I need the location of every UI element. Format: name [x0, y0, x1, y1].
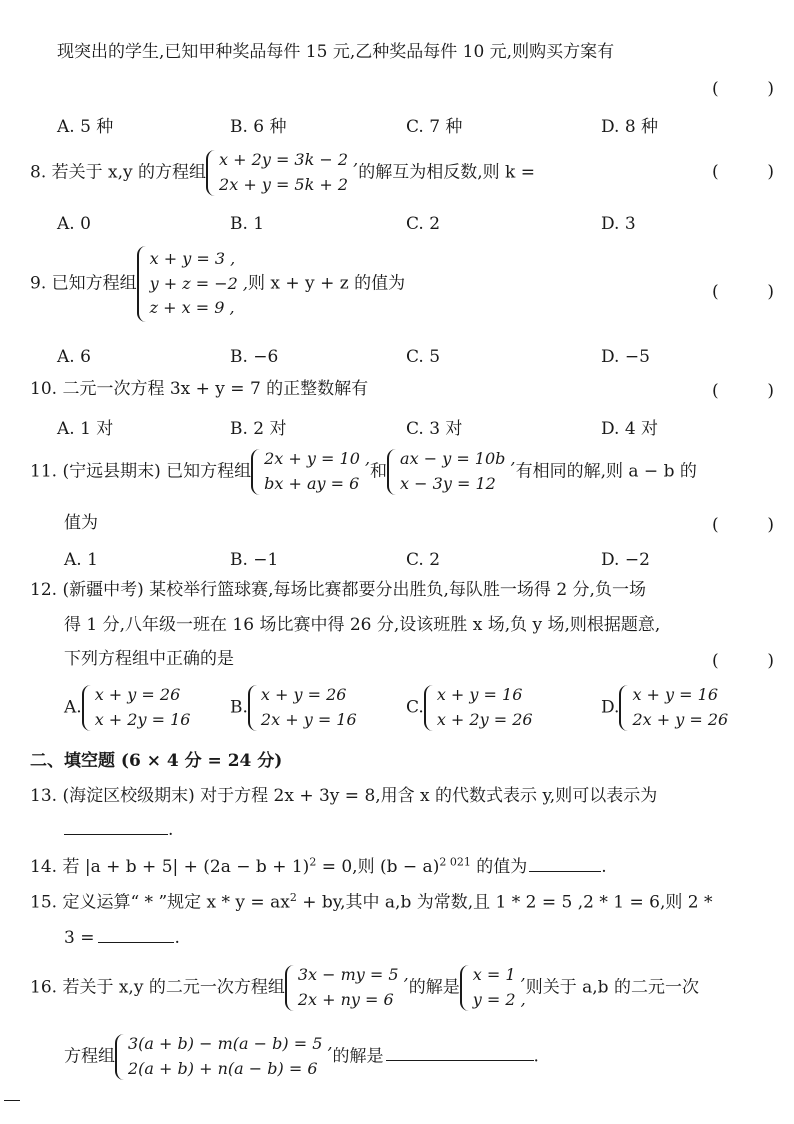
q11-answer-paren: ( )	[712, 515, 774, 535]
q9-option-b: B. −6	[230, 347, 279, 367]
q14-stem: 14. 若 $|a + b + 5| + (2a - b + 1)^2 = 0$,则 $(b - a)^{2 021}$ 的值为 .	[30, 855, 607, 877]
q11-option-c: C. 2	[406, 550, 441, 570]
q16-equation-system-1: 3x − my = 5 , 2x + ny = 6	[285, 963, 409, 1013]
q8-option-c: C. 2	[406, 214, 441, 234]
q8-stem: 8. 若关于 x,y 的方程组 x + 2y = 3k − 2 , 2x + y = 5k + 2 的解互为相反数,则 k =	[30, 148, 535, 198]
q15-answer-blank	[98, 926, 174, 943]
q15-line-1: 15. 定义运算“ * ”规定 $x * y = ax^2$ + by,其中 a,b 为常数,且 1 * 2 = 5 ,2 * 1 = 6,则 2 *	[30, 891, 713, 913]
q7-answer-paren: ( )	[712, 79, 774, 99]
q11-option-d: D. −2	[601, 550, 650, 570]
q11-option-a: A. 1	[64, 550, 98, 570]
q12-line-1: 12. (新疆中考) 某校举行篮球赛,每场比赛都要分出胜负,每队胜一场得 2 分,负一场	[30, 580, 646, 600]
q9-option-c: C. 5	[406, 347, 441, 367]
q12-option-d: D. x + y = 16 2x + y = 26	[601, 685, 729, 729]
q9-answer-paren: ( )	[712, 282, 774, 302]
q11-equation-system-1: 2x + y = 10 , bx + ay = 6	[251, 447, 370, 497]
q7-option-c: C. 7 种	[406, 117, 463, 137]
q16-equation-system-3: 3(a + b) − m(a − b) = 5 , 2(a + b) + n(a − b) = 6	[115, 1032, 333, 1082]
q9-option-d: D. −5	[601, 347, 650, 367]
q11-text-cont: 值为	[64, 513, 98, 533]
q12-line-3: 下列方程组中正确的是	[64, 649, 234, 669]
q10-option-c: C. 3 对	[406, 419, 463, 439]
q7-text: 现突出的学生,已知甲种奖品每件 15 元,乙种奖品每件 10 元,则购买方案有	[57, 42, 615, 62]
q14-answer-blank	[529, 855, 601, 872]
q9-option-a: A. 6	[57, 347, 91, 367]
q11-equation-system-2: ax − y = 10b , x − 3y = 12	[387, 447, 516, 497]
q9-equation-system: x + y = 3 , y + z = −2 , z + x = 9 ,	[137, 246, 248, 322]
q10-option-d: D. 4 对	[601, 419, 659, 439]
q10-option-b: B. 2 对	[230, 419, 287, 439]
section-2-heading: 二、填空题 (6 × 4 分 = 24 分)	[30, 751, 283, 771]
q12-line-2: 得 1 分,八年级一班在 16 场比赛中得 26 分,设该班胜 x 场,负 y 场,则根据题意,	[64, 615, 661, 635]
q12-answer-paren: ( )	[712, 651, 774, 671]
q12-option-c: C. x + y = 16 x + 2y = 26	[406, 685, 533, 729]
q16-answer-blank	[386, 1044, 534, 1061]
q8-equation-system: x + 2y = 3k − 2 , 2x + y = 5k + 2	[206, 148, 358, 198]
q8-option-b: B. 1	[230, 214, 265, 234]
q7-option-d: D. 8 种	[601, 117, 659, 137]
q12-option-b: B. x + y = 26 2x + y = 16	[230, 685, 357, 729]
q10-answer-paren: ( )	[712, 381, 774, 401]
q13-line-1: 13. (海淀区校级期末) 对于方程 2x + 3y = 8,用含 x 的代数式表示 y,则可以表示为	[30, 786, 658, 806]
q7-option-a: A. 5 种	[57, 117, 114, 137]
footer-rule	[4, 1100, 20, 1101]
q10-stem: 10. 二元一次方程 3x + y = 7 的正整数解有	[30, 379, 369, 399]
q16-solution-system: x = 1 , y = 2 ,	[460, 963, 526, 1013]
q8-option-a: A. 0	[57, 214, 91, 234]
q8-option-d: D. 3	[601, 214, 636, 234]
q12-option-a: A. x + y = 26 x + 2y = 16	[64, 685, 191, 729]
q13-answer-blank: .	[64, 818, 173, 839]
q16-line-2: 方程组 3(a + b) − m(a − b) = 5 , 2(a + b) + n(a − b) = 6 的解是 .	[64, 1032, 539, 1082]
q8-answer-paren: ( )	[712, 162, 774, 182]
q15-line-2: 3 = .	[64, 928, 180, 948]
q11-stem: 11. (宁远县期末) 已知方程组 2x + y = 10 , bx + ay = 6 和 ax − y = 10b , x − 3y = 12 有相同的解,则 a − b 的	[30, 447, 697, 497]
q7-option-b: B. 6 种	[230, 117, 287, 137]
q10-option-a: A. 1 对	[57, 419, 114, 439]
q9-stem: 9. 已知方程组 x + y = 3 , y + z = −2 , z + x = 9 , 则 x + y + z 的值为	[30, 246, 405, 322]
q11-option-b: B. −1	[230, 550, 279, 570]
q16-line-1: 16. 若关于 x,y 的二元一次方程组 3x − my = 5 , 2x + ny = 6 的解是 x = 1 , y = 2 , 则关于 a,b 的二元一次	[30, 963, 699, 1013]
